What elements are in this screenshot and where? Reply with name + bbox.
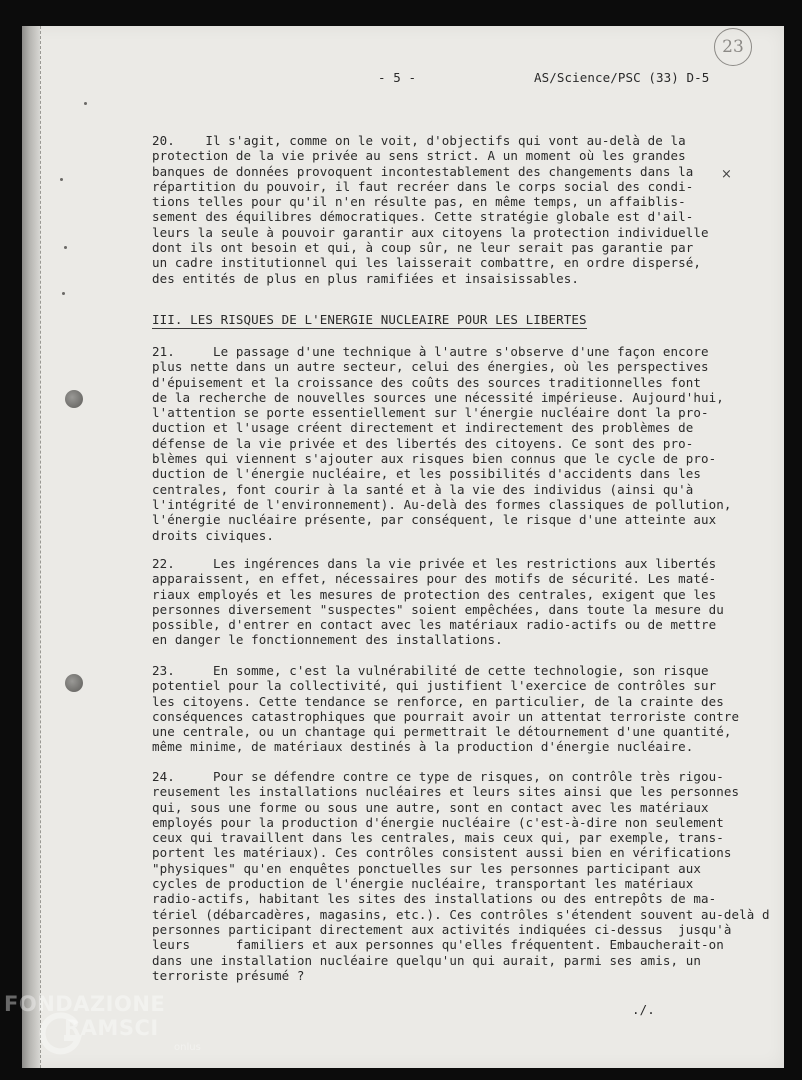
margin-line — [40, 26, 43, 1068]
page-stamp: 23 — [714, 28, 752, 66]
paragraph-20: 20. Il s'agit, comme on le voit, d'objectifs qui vont au-delà de la protection de la vie privée au sens strict. A un moment où les grandes banques de données provoquent incontestablement des changements dans la répartition du pouvoir, il faut recréer dans le corps social des condi- tions telles pour qu'il n'en résulte pas, en même temps, un affaiblis- sement des équilibres démocratiques. Cette stratégie globale est d'ail- leurs la seule à pouvoir garantir aux citoyens la protection individuelle dont ils ont besoin et qui, à coup sûr, ne leur serait pas garantie par un cadre institutionnel qui les laisserait combattre, en ordre dispersé, des entités de plus en plus ramifiées et insaisissables. — [152, 133, 709, 286]
page-number: - 5 - — [378, 70, 417, 85]
paragraph-22: 22. Les ingérences dans la vie privée et les restrictions aux libertés apparaissent, en effet, nécessaires pour des motifs de sécurité. Les maté- riaux employés et les mesures de protection des centrales, exigent que les personnes diversement "suspectes" soient empêchées, dans toute la mesure du possible, d'entrer en contact avec les matériaux radio-actifs ou de mettre en danger le fonctionnement des installations. — [152, 556, 724, 648]
punch-hole-top — [65, 390, 83, 408]
section-heading: III. LES RISQUES DE L'ENERGIE NUCLEAIRE POUR LES LIBERTES — [152, 312, 587, 327]
paper-speck — [62, 292, 65, 295]
page-binding-edge — [22, 26, 40, 1068]
watermark-line3: onlus — [174, 1042, 201, 1053]
document-reference: AS/Science/PSC (33) D-5 — [534, 70, 710, 85]
margin-cross-mark: × — [721, 167, 732, 182]
continuation-mark: ./. — [632, 1002, 655, 1017]
paragraph-21: 21. Le passage d'une technique à l'autre s'observe d'une façon encore plus nette dans un autre secteur, celui des énergies, où les perspectives d'épuisement et la croissance des coûts des sources traditionnelles font de la recherche de nouvelles sources une nécessité impérieuse. Aujourd'hui, l'attention se porte essentiellement sur l'énergie nucléaire dont la pro- duction et l'usage créent directement et indirectement des problèmes de défense de la vie privée et des libertés des citoyens. Ce sont des pro- blèmes qui viennent s'ajouter aux risques bien connus que le cycle de pro- duction de l'énergie nucléaire, et les possibilités d'accidents dans les centrales, font courir à la santé et à la vie des individus (ainsi qu'à l'intégrité de l'environnement). Au-delà des formes classiques de pollution, l'énergie nucléaire présente, par conséquent, le risque d'une atteinte aux droits civiques. — [152, 344, 732, 543]
paper-speck — [64, 246, 67, 249]
punch-hole-bottom — [65, 674, 83, 692]
fondazione-gramsci-watermark — [4, 990, 204, 1070]
paragraph-23: 23. En somme, c'est la vulnérabilité de cette technologie, son risque potentiel pour la collectivité, qui justifient l'exercice de contrôles sur les citoyens. Cette tendance se renforce, en particulier, de la crainte des conséquences catastrophiques que pourrait avoir un attentat terroriste contre une centrale, ou un chantage qui permettrait le détournement d'une quantité, même minime, de matériaux destinés à la production d'énergie nucléaire. — [152, 663, 740, 755]
paragraph-24: 24. Pour se défendre contre ce type de risques, on contrôle très rigou- reusement les installations nucléaires et leurs sites ainsi que les personnes qui, sous une forme ou sous une autre, sont en contact avec les matériaux employés pour la production d'énergie nucléaire (c'est-à-dire non seulement ceux qui travaillent dans les centrales, mais ceux qui, par exemple, trans- portent les matériaux). Ces contrôles consistent aussi bien en vérifications "physiques" qu'en enquêtes ponctuelles sur les personnes participant aux cycles de production de l'énergie nucléaire, transportant les matériaux radio-actifs, habitant les sites des installations ou des entrepôts de ma- tériel (débarcadères, magasins, etc.). Ces contrôles s'étendent souvent au-delà personnes participant directement aux activités indiquées ci-dessus jusqu'à leurs familiers et aux personnes qu'elles fréquentent. Embaucherait-on dans une installation nucléaire quelqu'un qui aurait, parmi ses amis, un terroriste présumé ? — [152, 769, 755, 983]
watermark-line1: FONDAZIONE — [4, 992, 166, 1016]
watermark-line2: RAMSCI — [64, 1016, 159, 1040]
paper-speck — [84, 102, 87, 105]
paper-speck — [60, 178, 63, 181]
